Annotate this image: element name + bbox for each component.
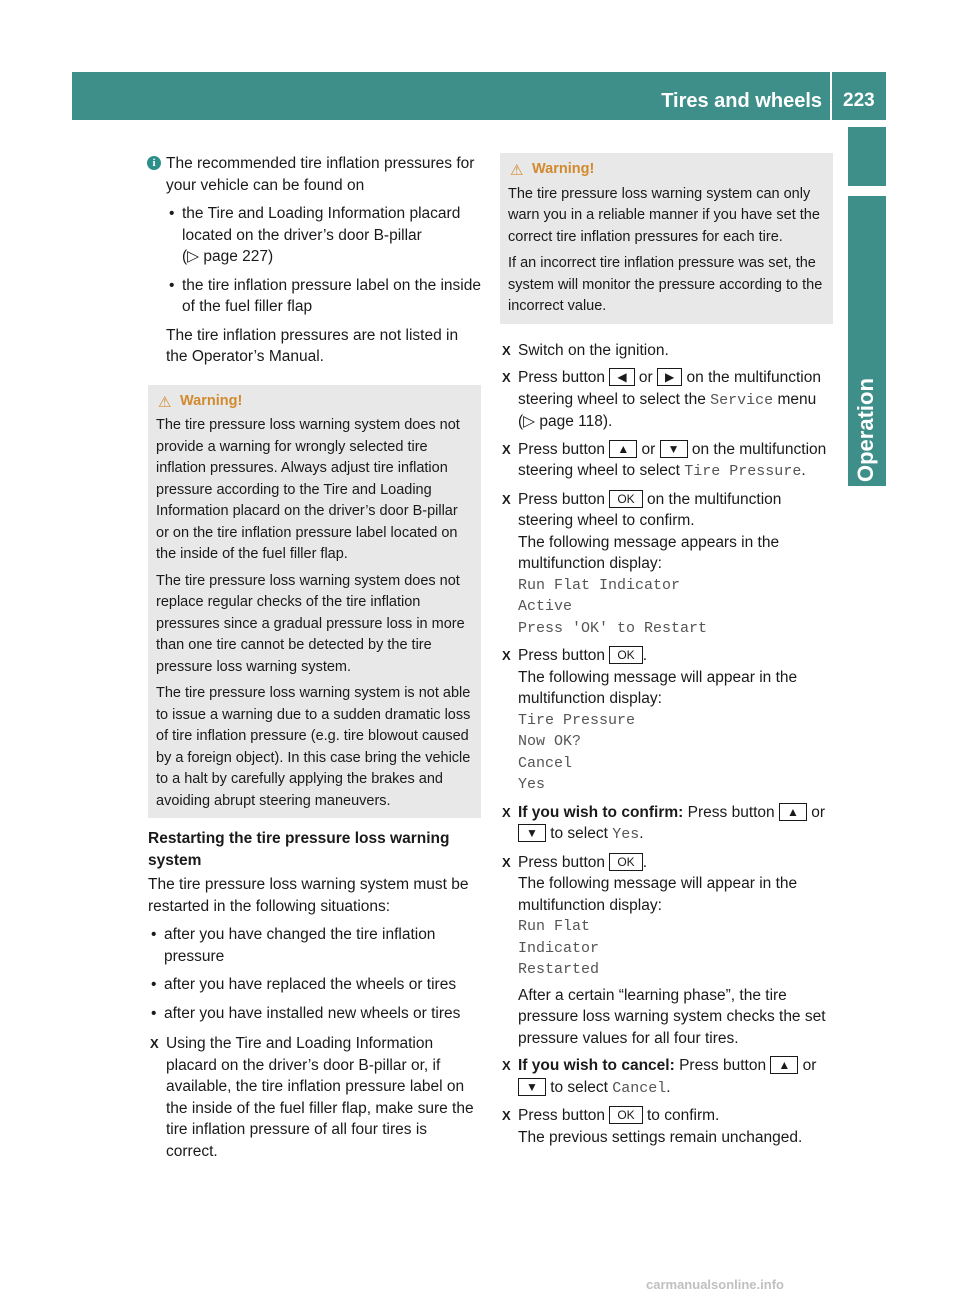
restart-intro: The tire pressure loss warning system must be restarted in the following situations: [148, 876, 469, 915]
step-item: X Press button ◀ or ▶ on the multifunction steering wheel to select the Service menu (▷ page 118). [502, 369, 821, 430]
list-item: • the tire inflation pressure label on the inside of the fuel filler flap [166, 275, 481, 318]
step-icon: X [502, 804, 511, 820]
left-column [148, 153, 481, 1162]
step-icon: X [502, 370, 511, 385]
intro-text: The recommended tire inflation pressures for your vehicle can be found on [166, 155, 475, 194]
warning-text: The tire pressure loss warning system does not provide a warning for wrongly selected tire inflation pressures. Always adjust tire inflation pressure according to the Tire and Loading Information placard on the driver’s door B-pillar or on the tire inflation pressure label located on the inside of the fuel filler flap. [156, 417, 460, 562]
ok-key-icon: OK [609, 1106, 642, 1124]
warning-heading: ⚠ Warning! [508, 159, 825, 181]
side-label: Operation [853, 378, 878, 482]
step-item: X Press button ▲ or ▼ on the multifunction steering wheel to select Tire Pressure. [502, 440, 827, 480]
up-arrow-key-icon: ▲ [779, 803, 807, 821]
step-icon: X [502, 491, 511, 507]
warning-text: If an incorrect tire inflation pressure was set, the system will monitor the pressure according to the incorrect value. [508, 255, 823, 314]
intro-note: The tire inflation pressures are not listed in the Operator’s Manual. [166, 326, 459, 365]
warning-icon: ⚠ [510, 162, 524, 179]
ok-key-icon: OK [609, 490, 642, 508]
warning-text: The tire pressure loss warning system can only warn you in a reliable manner if you have set the correct tire inflation pressures for each tire. [508, 185, 820, 245]
up-arrow-key-icon: ▲ [609, 440, 637, 458]
warning-box [148, 385, 481, 819]
step-item: X If you wish to cancel: Press button ▲ or ▼ to select Cancel. [502, 1057, 817, 1097]
down-arrow-key-icon: ▼ [518, 1078, 546, 1096]
header-divider [830, 72, 832, 120]
step-icon: X [502, 854, 511, 870]
step-item: X Switch on the ignition. [500, 340, 833, 362]
up-arrow-key-icon: ▲ [770, 1056, 798, 1074]
ok-key-icon: OK [609, 646, 642, 664]
watermark: carmanualsonline.info [646, 1277, 784, 1292]
section-title: Tires and wheels [661, 90, 822, 112]
step-item: X Press button OK . The following message will appear in the multifunction display: Tire Pressure Now OK? Cancel Yes [502, 647, 798, 793]
step-item: X Using the Tire and Loading Information placard on the driver’s door B-pillar or, if available, the tire inflation pressure label on the inside of the fuel filler flap, make sure the tire inflation pressure of all four tires is correct. [150, 1035, 474, 1160]
step-icon: X [502, 1108, 511, 1123]
step-icon: X [502, 441, 511, 457]
warning-heading: ⚠ Warning! [156, 391, 473, 413]
warning-text: The tire pressure loss warning system is not able to issue a warning due to a sudden dramatic loss of tire inflation pressure (e.g. tire blowout caused by a foreign object). In this case bring the vehicle to a halt by carefully applying the brakes and avoiding abrupt steering maneuvers. [156, 685, 471, 809]
list-item: • after you have changed the tire inflation pressure [148, 924, 481, 967]
step-item: X Press button OK to confirm. The previous settings remain unchanged. [502, 1107, 803, 1146]
step-icon: X [502, 342, 511, 358]
right-column [500, 153, 833, 1148]
side-tab [848, 127, 886, 186]
step-item: X If you wish to confirm: Press button ▲ or ▼ to select Yes. [502, 803, 825, 843]
list-item: • the Tire and Loading Information placard located on the driver’s door B-pillar (▷ page 227) [166, 203, 481, 268]
step-icon: X [150, 1036, 159, 1051]
ok-key-icon: OK [609, 853, 642, 871]
page-number: 223 [843, 90, 875, 111]
warning-text: The tire pressure loss warning system does not replace regular checks of the tire inflation pressures since a gradual pressure loss in more than one tire cannot be detected by the tire pressure loss warning system. [156, 572, 465, 675]
right-arrow-key-icon: ▶ [657, 368, 682, 386]
info-note [148, 153, 481, 368]
step-item: X Press button OK on the multifunction steering wheel to confirm. The following message appears in the multifunction display: Run Flat Indicator Active Press 'OK' to Restart [502, 490, 782, 637]
warning-box [500, 153, 833, 324]
warning-icon: ⚠ [158, 393, 172, 411]
step-item: X Press button OK . The following message will appear in the multifunction display: Run Flat Indicator Restarted After a certain “learning phase”, the tire pressure loss warning system checks the set pressure values for all four tires. [502, 853, 826, 1047]
down-arrow-key-icon: ▼ [518, 824, 546, 842]
list-item: • after you have replaced the wheels or tires [148, 974, 481, 996]
section-heading: Restarting the tire pressure loss warning system [148, 830, 450, 869]
left-arrow-key-icon: ◀ [609, 368, 634, 386]
step-icon: X [502, 648, 511, 663]
step-icon: X [502, 1058, 511, 1073]
info-icon: i [147, 156, 161, 170]
down-arrow-key-icon: ▼ [660, 440, 688, 458]
list-item: • after you have installed new wheels or tires [148, 1003, 481, 1025]
